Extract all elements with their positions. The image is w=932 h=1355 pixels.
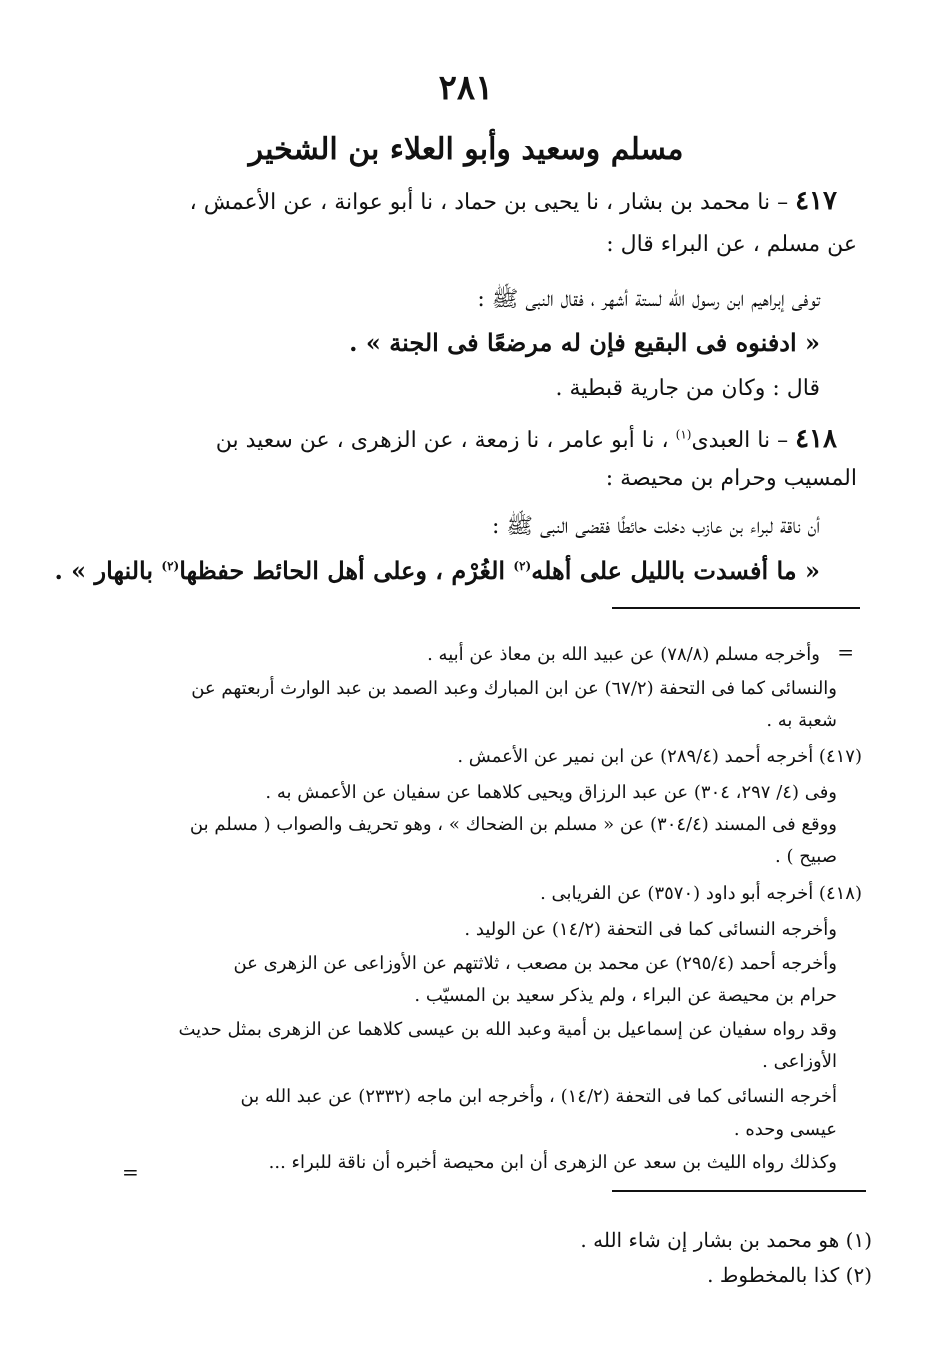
notes-separator xyxy=(612,607,860,609)
hadith-417-line-5: قال : وكان من جارية قبطية . xyxy=(555,376,820,401)
continuation-mark-bottom: = xyxy=(122,1160,139,1184)
hadith-418-quote-b: الغُرْم ، وعلى أهل الحائط حفظها xyxy=(179,556,514,585)
hadith-417-line-1 xyxy=(190,186,837,216)
hadith-417-line-1-text: – نا محمد بن بشار ، نا يحيى بن حماد ، نا أبو عوانة ، عن الأعمش ، xyxy=(189,190,796,215)
hadith-417-line-3: توفى إبراهيم ابن رسول الله لستة أشهر ، فقال النبى ﷺ : xyxy=(477,287,820,312)
hadith-418-quote-c: بالنهار » . xyxy=(54,556,162,585)
footnote-ref-1: (١) xyxy=(675,427,692,442)
note-line: أخرجه النسائى كما فى التحفة (١٤/٢) ، وأخرجه ابن ماجه (٢٣٣٢) عن عبد الله بن xyxy=(240,1086,837,1107)
hadith-418-quote xyxy=(54,556,820,585)
footnote-2: (٢) كذا بالمخطوط . xyxy=(707,1263,872,1287)
note-line: (٤١٧) أخرجه أحمد (٢٨٩/٤) عن ابن نمير عن الأعمش . xyxy=(457,746,862,767)
hadith-417-line-2: عن مسلم ، عن البراء قال : xyxy=(606,232,857,257)
note-line: عيسى وحده . xyxy=(733,1119,837,1140)
footnote-ref-2b: (٢) xyxy=(161,559,180,573)
page-number: ٢٨١ xyxy=(438,68,494,108)
note-line: والنسائى كما فى التحفة (٦٧/٢) عن ابن المبارك وعبد الصمد بن عبد الوارث أربعتهم عن xyxy=(191,678,837,699)
note-line: وفى (٤/ ٢٩٧، ٣٠٤) عن عبد الرزاق ويحيى كلاهما عن سفيان عن الأعمش به . xyxy=(265,782,837,803)
section-title: مسلم وسعيد وأبو العلاء بن الشخير xyxy=(248,132,684,167)
hadith-417-quote: « ادفنوه فى البقيع فإن له مرضعًا فى الجنة » . xyxy=(349,328,820,357)
hadith-417-number: ٤١٧ xyxy=(795,186,837,216)
note-line: وقد رواه سفيان عن إسماعيل بن أمية وعبد الله بن عيسى كلاهما عن الزهرى بمثل حديث xyxy=(178,1019,837,1040)
hadith-418-line-2: المسيب وحرام بن محيصة : xyxy=(605,466,857,491)
note-line: صبيح ) . xyxy=(775,846,837,867)
note-line: حرام بن محيصة عن البراء ، ولم يذكر سعيد بن المسيّب . xyxy=(414,985,837,1006)
note-line: وأخرجه أحمد (٢٩٥/٤) عن محمد بن مصعب ، ثلاثتهم عن الأوزاعى عن الزهرى عن xyxy=(233,953,837,974)
note-line: وكذلك رواه الليث بن سعد عن الزهرى أن ابن محيصة أخبره أن ناقة للبراء ... xyxy=(268,1152,837,1173)
continuation-mark-top: = xyxy=(837,640,854,664)
note-line: (٤١٨) أخرجه أبو داود (٣٥٧٠) عن الفريابى . xyxy=(540,883,862,904)
note-line: الأوزاعى . xyxy=(762,1051,837,1072)
footnote-ref-2a: (٢) xyxy=(513,559,532,573)
hadith-418-line-1 xyxy=(216,424,837,454)
hadith-418-line-1a: – نا العبدى xyxy=(691,428,796,453)
hadith-418-number: ٤١٨ xyxy=(795,424,837,454)
footnote-1: (١) هو محمد بن بشار إن شاء الله . xyxy=(580,1228,872,1252)
hadith-418-line-1b: ، نا أبو عامر ، نا زمعة ، عن الزهرى ، عن سعيد بن xyxy=(215,428,676,453)
note-line: شعبة به . xyxy=(766,710,837,731)
hadith-418-line-3: أن ناقة لبراء بن عازب دخلت حائطًا فقضى النبى ﷺ : xyxy=(491,514,820,539)
note-line: وأخرجه مسلم (٧٨/٨) عن عبيد الله بن معاذ عن أبيه . xyxy=(427,644,820,665)
footnotes-separator xyxy=(612,1190,866,1192)
note-line: وأخرجه النسائى كما فى التحفة (١٤/٢) عن الوليد . xyxy=(464,919,837,940)
hadith-418-quote-a: « ما أفسدت بالليل على أهله xyxy=(531,556,820,585)
note-line: ووقع فى المسند (٣٠٤/٤) عن « مسلم بن الضحاك » ، وهو تحريف والصواب ( مسلم بن xyxy=(189,814,837,835)
